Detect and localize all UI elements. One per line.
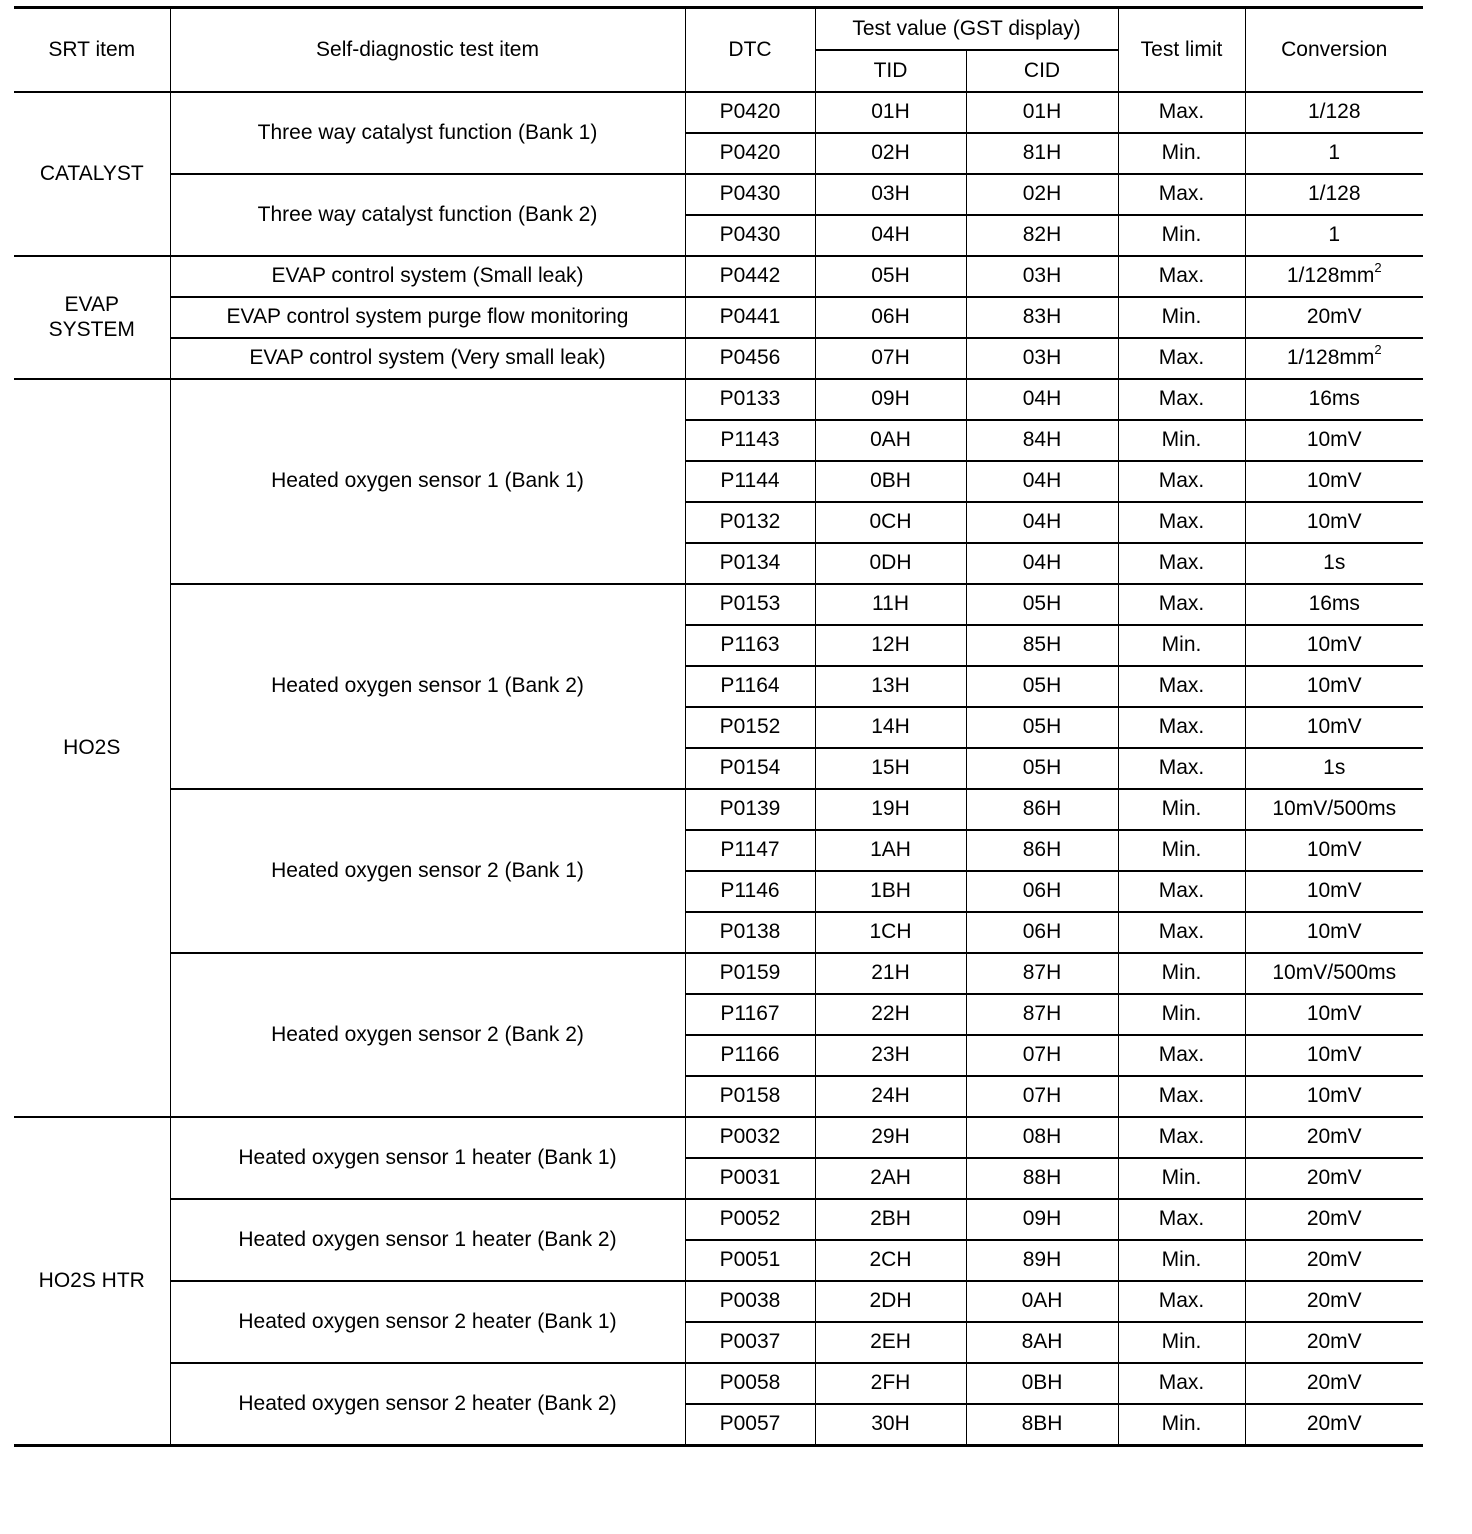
test-limit-cell: Max.	[1118, 1076, 1245, 1117]
cid-cell: 8BH	[966, 1404, 1118, 1446]
dtc-cell: P0153	[685, 584, 815, 625]
tid-cell: 2EH	[815, 1322, 966, 1363]
test-limit-cell: Max.	[1118, 379, 1245, 420]
dtc-cell: P0139	[685, 789, 815, 830]
conversion-cell	[1245, 420, 1423, 461]
test-item-cell: EVAP control system (Small leak)	[170, 256, 685, 297]
cid-cell: 05H	[966, 584, 1118, 625]
conversion-exponent: 2	[1374, 342, 1382, 358]
test-item-cell: Heated oxygen sensor 2 (Bank 1)	[170, 789, 685, 953]
cid-cell: 01H	[966, 92, 1118, 133]
tid-cell: 01H	[815, 92, 966, 133]
dtc-cell: P0158	[685, 1076, 815, 1117]
test-item-cell: Heated oxygen sensor 1 heater (Bank 1)	[170, 1117, 685, 1199]
test-limit-cell: Min.	[1118, 830, 1245, 871]
header-test-value: Test value (GST display)	[815, 8, 1118, 51]
test-limit-cell: Min.	[1118, 994, 1245, 1035]
cid-cell: 04H	[966, 543, 1118, 584]
conversion-value: 1s	[1323, 756, 1346, 780]
dtc-cell: P0138	[685, 912, 815, 953]
conversion-value: 10mV	[1306, 510, 1362, 534]
tid-cell: 03H	[815, 174, 966, 215]
conversion-value: 10mV	[1306, 838, 1362, 862]
table-header	[14, 8, 1423, 93]
test-item-cell: Heated oxygen sensor 2 heater (Bank 1)	[170, 1281, 685, 1363]
dtc-cell: P1147	[685, 830, 815, 871]
table-row	[14, 1117, 1423, 1158]
dtc-cell: P1167	[685, 994, 815, 1035]
cid-cell: 86H	[966, 789, 1118, 830]
table-row	[14, 789, 1423, 830]
tid-cell: 0BH	[815, 461, 966, 502]
test-limit-cell: Max.	[1118, 871, 1245, 912]
dtc-cell: P0132	[685, 502, 815, 543]
dtc-cell: P0057	[685, 1404, 815, 1446]
tid-cell: 1AH	[815, 830, 966, 871]
tid-cell: 23H	[815, 1035, 966, 1076]
test-limit-cell: Min.	[1118, 953, 1245, 994]
header-self-diagnostic-test-item: Self-diagnostic test item	[170, 8, 685, 93]
tid-cell: 0AH	[815, 420, 966, 461]
conversion-cell	[1245, 912, 1423, 953]
conversion-cell	[1245, 174, 1423, 215]
dtc-cell: P0058	[685, 1363, 815, 1404]
conversion-value: 1/128	[1307, 182, 1361, 206]
srt-item-label: EVAP	[64, 293, 119, 317]
dtc-cell: P0430	[685, 215, 815, 256]
dtc-cell: P0159	[685, 953, 815, 994]
dtc-cell: P0134	[685, 543, 815, 584]
test-item-cell: EVAP control system purge flow monitoring	[170, 297, 685, 338]
dtc-cell: P0430	[685, 174, 815, 215]
conversion-value: 16ms	[1308, 592, 1360, 616]
header-dtc: DTC	[685, 8, 815, 93]
dtc-cell: P0442	[685, 256, 815, 297]
dtc-cell: P0154	[685, 748, 815, 789]
conversion-value: 1s	[1323, 551, 1346, 575]
cid-cell: 81H	[966, 133, 1118, 174]
cid-cell: 86H	[966, 830, 1118, 871]
cid-cell: 04H	[966, 379, 1118, 420]
test-limit-cell: Min.	[1118, 625, 1245, 666]
test-limit-cell: Max.	[1118, 256, 1245, 297]
cid-cell: 87H	[966, 953, 1118, 994]
conversion-cell	[1245, 92, 1423, 133]
conversion-cell	[1245, 1240, 1423, 1281]
cid-cell: 87H	[966, 994, 1118, 1035]
test-item-cell: EVAP control system (Very small leak)	[170, 338, 685, 379]
tid-cell: 09H	[815, 379, 966, 420]
cid-cell: 0AH	[966, 1281, 1118, 1322]
header-conversion: Conversion	[1245, 8, 1423, 93]
conversion-cell	[1245, 871, 1423, 912]
test-limit-cell: Max.	[1118, 1035, 1245, 1076]
srt-item-cell	[14, 256, 170, 379]
srt-item-cell	[14, 379, 170, 1117]
conversion-cell	[1245, 789, 1423, 830]
conversion-value: 1/128mm	[1286, 264, 1375, 288]
conversion-value: 10mV	[1306, 1002, 1362, 1026]
conversion-cell	[1245, 1158, 1423, 1199]
dtc-cell: P0420	[685, 92, 815, 133]
tid-cell: 0CH	[815, 502, 966, 543]
tid-cell: 2DH	[815, 1281, 966, 1322]
conversion-cell	[1245, 830, 1423, 871]
dtc-cell: P1166	[685, 1035, 815, 1076]
test-item-cell: Three way catalyst function (Bank 1)	[170, 92, 685, 174]
test-limit-cell: Min.	[1118, 133, 1245, 174]
test-limit-cell: Min.	[1118, 1404, 1245, 1446]
test-limit-cell: Min.	[1118, 789, 1245, 830]
tid-cell: 21H	[815, 953, 966, 994]
cid-cell: 07H	[966, 1076, 1118, 1117]
conversion-value: 16ms	[1308, 387, 1360, 411]
conversion-cell	[1245, 707, 1423, 748]
tid-cell: 07H	[815, 338, 966, 379]
test-item-cell: Heated oxygen sensor 1 heater (Bank 2)	[170, 1199, 685, 1281]
dtc-cell: P0032	[685, 1117, 815, 1158]
conversion-value: 20mV	[1306, 1330, 1362, 1354]
srt-item-label: HO2S	[63, 735, 121, 759]
tid-cell: 30H	[815, 1404, 966, 1446]
conversion-cell	[1245, 1199, 1423, 1240]
conversion-cell	[1245, 1322, 1423, 1363]
dtc-cell: P0038	[685, 1281, 815, 1322]
tid-cell: 2BH	[815, 1199, 966, 1240]
cid-cell: 83H	[966, 297, 1118, 338]
test-limit-cell: Max.	[1118, 1199, 1245, 1240]
tid-cell: 04H	[815, 215, 966, 256]
tid-cell: 12H	[815, 625, 966, 666]
dtc-cell: P1143	[685, 420, 815, 461]
tid-cell: 2AH	[815, 1158, 966, 1199]
test-limit-cell: Max.	[1118, 338, 1245, 379]
conversion-value: 10mV	[1306, 674, 1362, 698]
conversion-cell	[1245, 502, 1423, 543]
test-limit-cell: Min.	[1118, 1322, 1245, 1363]
conversion-cell	[1245, 1281, 1423, 1322]
conversion-cell	[1245, 1363, 1423, 1404]
conversion-cell	[1245, 1035, 1423, 1076]
test-limit-cell: Max.	[1118, 92, 1245, 133]
dtc-cell: P0133	[685, 379, 815, 420]
table-row	[14, 379, 1423, 420]
conversion-value: 1/128mm	[1286, 346, 1375, 370]
tid-cell: 06H	[815, 297, 966, 338]
conversion-value: 10mV	[1306, 428, 1362, 452]
tid-cell: 1BH	[815, 871, 966, 912]
conversion-cell	[1245, 379, 1423, 420]
conversion-value: 10mV	[1306, 633, 1362, 657]
cid-cell: 0BH	[966, 1363, 1118, 1404]
test-limit-cell: Max.	[1118, 748, 1245, 789]
conversion-cell	[1245, 297, 1423, 338]
conversion-value: 20mV	[1306, 1371, 1362, 1395]
conversion-value: 10mV	[1306, 920, 1362, 944]
table-row	[14, 92, 1423, 133]
conversion-cell	[1245, 1076, 1423, 1117]
cid-cell: 04H	[966, 502, 1118, 543]
test-limit-cell: Max.	[1118, 707, 1245, 748]
srt-item-label: SYSTEM	[48, 317, 135, 341]
conversion-cell	[1245, 584, 1423, 625]
tid-cell: 13H	[815, 666, 966, 707]
conversion-cell	[1245, 543, 1423, 584]
table-row	[14, 1281, 1423, 1322]
cid-cell: 85H	[966, 625, 1118, 666]
tid-cell: 29H	[815, 1117, 966, 1158]
tid-cell: 15H	[815, 748, 966, 789]
dtc-cell: P0037	[685, 1322, 815, 1363]
tid-cell: 02H	[815, 133, 966, 174]
test-limit-cell: Max.	[1118, 461, 1245, 502]
cid-cell: 07H	[966, 1035, 1118, 1076]
srt-item-label: CATALYST	[39, 161, 144, 185]
tid-cell: 22H	[815, 994, 966, 1035]
table-row	[14, 953, 1423, 994]
test-limit-cell: Max.	[1118, 584, 1245, 625]
conversion-value: 20mV	[1306, 1207, 1362, 1231]
table-body	[14, 92, 1423, 1446]
header-test-limit: Test limit	[1118, 8, 1245, 93]
tid-cell: 05H	[815, 256, 966, 297]
test-limit-cell: Max.	[1118, 502, 1245, 543]
tid-cell: 2FH	[815, 1363, 966, 1404]
test-limit-cell: Min.	[1118, 297, 1245, 338]
test-limit-cell: Max.	[1118, 1363, 1245, 1404]
conversion-value: 10mV	[1306, 1084, 1362, 1108]
table-row	[14, 297, 1423, 338]
tid-cell: 0DH	[815, 543, 966, 584]
conversion-value: 10mV/500ms	[1272, 797, 1397, 821]
dtc-cell: P0031	[685, 1158, 815, 1199]
conversion-value: 20mV	[1306, 1289, 1362, 1313]
tid-cell: 24H	[815, 1076, 966, 1117]
conversion-cell	[1245, 1404, 1423, 1446]
conversion-cell	[1245, 256, 1423, 297]
conversion-cell	[1245, 215, 1423, 256]
header-cid: CID	[966, 50, 1118, 92]
header-srt-item: SRT item	[14, 8, 170, 93]
test-limit-cell: Min.	[1118, 420, 1245, 461]
conversion-cell	[1245, 133, 1423, 174]
conversion-value: 10mV/500ms	[1272, 961, 1397, 985]
cid-cell: 09H	[966, 1199, 1118, 1240]
conversion-value: 20mV	[1306, 1125, 1362, 1149]
table-row	[14, 584, 1423, 625]
tid-cell: 11H	[815, 584, 966, 625]
test-item-cell: Heated oxygen sensor 1 (Bank 1)	[170, 379, 685, 584]
cid-cell: 05H	[966, 707, 1118, 748]
cid-cell: 02H	[966, 174, 1118, 215]
cid-cell: 8AH	[966, 1322, 1118, 1363]
test-limit-cell: Max.	[1118, 1117, 1245, 1158]
conversion-cell	[1245, 994, 1423, 1035]
test-limit-cell: Max.	[1118, 666, 1245, 707]
dtc-cell: P1164	[685, 666, 815, 707]
dtc-cell: P0052	[685, 1199, 815, 1240]
conversion-value: 1	[1328, 141, 1341, 165]
conversion-cell	[1245, 953, 1423, 994]
conversion-value: 10mV	[1306, 1043, 1362, 1067]
conversion-value: 20mV	[1306, 1166, 1362, 1190]
cid-cell: 04H	[966, 461, 1118, 502]
conversion-value: 20mV	[1306, 305, 1362, 329]
table-row	[14, 1199, 1423, 1240]
cid-cell: 05H	[966, 748, 1118, 789]
conversion-value: 1	[1328, 223, 1341, 247]
cid-cell: 89H	[966, 1240, 1118, 1281]
conversion-cell	[1245, 748, 1423, 789]
srt-item-cell	[14, 1117, 170, 1446]
srt-item-cell	[14, 92, 170, 256]
table-row	[14, 174, 1423, 215]
dtc-cell: P0441	[685, 297, 815, 338]
test-item-cell: Heated oxygen sensor 1 (Bank 2)	[170, 584, 685, 789]
cid-cell: 05H	[966, 666, 1118, 707]
table-row	[14, 338, 1423, 379]
conversion-cell	[1245, 625, 1423, 666]
conversion-value: 10mV	[1306, 879, 1362, 903]
conversion-value: 20mV	[1306, 1248, 1362, 1272]
conversion-value: 20mV	[1306, 1412, 1362, 1436]
test-item-cell: Heated oxygen sensor 2 (Bank 2)	[170, 953, 685, 1117]
dtc-cell: P0456	[685, 338, 815, 379]
conversion-cell	[1245, 666, 1423, 707]
conversion-cell	[1245, 461, 1423, 502]
test-limit-cell: Min.	[1118, 1158, 1245, 1199]
cid-cell: 08H	[966, 1117, 1118, 1158]
table-row	[14, 256, 1423, 297]
cid-cell: 82H	[966, 215, 1118, 256]
test-limit-cell: Max.	[1118, 1281, 1245, 1322]
test-limit-cell: Max.	[1118, 543, 1245, 584]
conversion-cell	[1245, 1117, 1423, 1158]
test-limit-cell: Max.	[1118, 912, 1245, 953]
conversion-value: 10mV	[1306, 715, 1362, 739]
tid-cell: 2CH	[815, 1240, 966, 1281]
test-item-cell: Heated oxygen sensor 2 heater (Bank 2)	[170, 1363, 685, 1446]
conversion-exponent: 2	[1374, 260, 1382, 276]
srt-table	[14, 6, 1423, 1447]
cid-cell: 03H	[966, 256, 1118, 297]
cid-cell: 06H	[966, 871, 1118, 912]
tid-cell: 19H	[815, 789, 966, 830]
cid-cell: 88H	[966, 1158, 1118, 1199]
conversion-value: 1/128	[1307, 100, 1361, 124]
conversion-cell	[1245, 338, 1423, 379]
dtc-cell: P0420	[685, 133, 815, 174]
cid-cell: 84H	[966, 420, 1118, 461]
test-limit-cell: Min.	[1118, 1240, 1245, 1281]
table-row	[14, 1363, 1423, 1404]
dtc-cell: P1144	[685, 461, 815, 502]
test-limit-cell: Min.	[1118, 215, 1245, 256]
dtc-cell: P0152	[685, 707, 815, 748]
header-tid: TID	[815, 50, 966, 92]
srt-item-label: HO2S HTR	[38, 1268, 145, 1292]
cid-cell: 06H	[966, 912, 1118, 953]
cid-cell: 03H	[966, 338, 1118, 379]
conversion-value: 10mV	[1306, 469, 1362, 493]
dtc-cell: P0051	[685, 1240, 815, 1281]
test-item-cell: Three way catalyst function (Bank 2)	[170, 174, 685, 256]
dtc-cell: P1146	[685, 871, 815, 912]
tid-cell: 1CH	[815, 912, 966, 953]
test-limit-cell: Max.	[1118, 174, 1245, 215]
tid-cell: 14H	[815, 707, 966, 748]
dtc-cell: P1163	[685, 625, 815, 666]
